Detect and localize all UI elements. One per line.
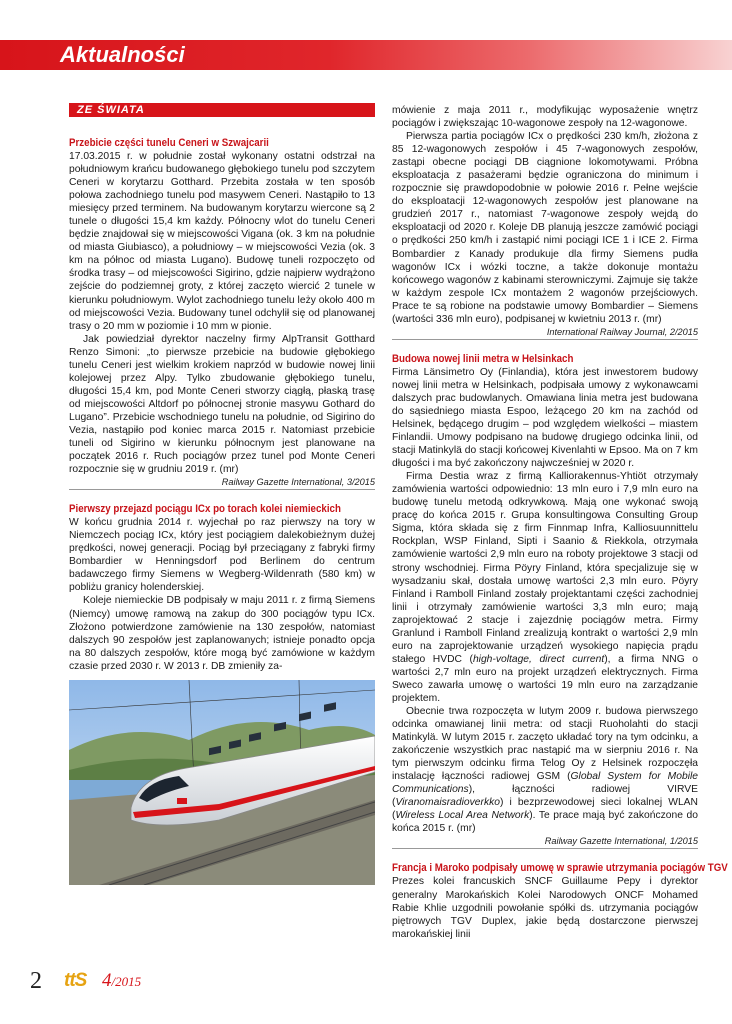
article-title-icx: Pierwszy przejazd pociągu ICx po torach kolei niemieckich bbox=[69, 503, 341, 516]
text-run: ), łączności radiowej VIRVE ( bbox=[392, 784, 698, 809]
issue-number bbox=[102, 970, 141, 992]
article-helsinki-paragraph-1: Firma Länsimetro Oy (Finlandia), która jest inwestorem budowy nowej linii metra w Helsinkach, podpisała umowy z wykonawcami dalszych prac budowlanych. Omawiana linia metra jest budowana do sąsiedniego miasta Espoo, leżącego 20 km na zachód od Helsinek, będącego drugim – pod względem wielkości – miastem Finlandii. Umowy podpisano na budowę drugiego odcinka linii, od stacji Matinkylä do stacji końcowej Kivenlahti w Epsoo. Ma on 7 km długości i ma być zakończony najwcześniej w 2020 r. bbox=[392, 366, 698, 470]
article-title-tgv: Francja i Maroko podpisały umowę w sprawie utrzymania pociągów TGV bbox=[392, 862, 728, 875]
text-run-italic: Global System for Mobile Communications bbox=[392, 771, 698, 796]
article-title-helsinki: Budowa nowej linii metra w Helsinkach bbox=[392, 352, 574, 365]
page-number: 2 bbox=[30, 968, 42, 994]
article-icx-paragraph-4: Pierwsza partia pociągów ICx o prędkości 230 km/h, złożona z 85 12-wagonowych zespołów i 45 7-wagonowych zespołów, zastąpi obecne pociągi DB ciągnione lokomotywami. Próbna eksploatacja z pasażerami będzie ograniczona do minimum i rozpocznie się prawdopodobnie w połowie 2016 r. Pełne wejście do eksploatacji 12-wagonowych zespołów jest planowane na grudzień 2017 r., natomiast 7-wagonowe zespoły wejdą do eksploatacji od 2020 r. Koleje DB planują jeszcze zamówić pociągi o prędkości 250 km/h i zastąpić nimi pociągi ICE 1 i ICE 2. Firma Bombardier z Kanady produkuje dla firmy Siemens pudła wagonów ICx i wózki toczne, a także dokonuje montażu końcowego wagonów z kabinami sterowniczymi. Zajmuje się także w każdym zespole ICx montażem 2 wagonów przejściowych. Prace te są robione na podstawie umowy Bombardier – Siemens (wartości 336 mln euro), podpisanej w kwietniu 2013 r. (mr) bbox=[392, 131, 698, 325]
article-icx-paragraph-2: Koleje niemieckie DB podpisały w maju 2011 r. z firmą Siemens (Niemcy) umowę ramową na zakup do 300 pociągów typu ICx. Złożono potwierdzone zamówienie na 130 zespołów, natomiast dalszych 90 zespołów jest zaplanowanych; istnieje ponadto opcja na 80 dalszych zespołów, które mogą być zamówione w każdym czasie przed 2030 r. W 2013 r. DB zmieniły za- bbox=[69, 595, 375, 672]
column-tag: ZE ŚWIATA bbox=[69, 103, 375, 117]
article-ceneri-source: Railway Gazette International, 3/2015 bbox=[69, 476, 375, 490]
issue-year: /2015 bbox=[111, 974, 142, 989]
left-column bbox=[69, 103, 375, 885]
train-photo bbox=[69, 680, 375, 885]
article-ceneri-paragraph-2: Jak powiedział dyrektor naczelny firmy AlpTransit Gotthard Renzo Simoni: „to pierwsze przebicie na budowie głębokiego tunelu Ceneri jest wielkim krokiem naprzód w budowie nowej linii kolejowej przez Alpy. Tylko zbudowanie głębokiego tunelu, długości 15,4 km, pod Monte Ceneri stworzy ciągłą, płaską trasę od miejscowości Altdorf po północnej stronie masywu Gothard do Lugano”. Przebicie wschodniego tunelu na południe, od Sigirino do Vezia, nastąpiło pod koniec marca 2015 r. Natomiast przebicie tuneli od Sigirino w kierunku północnym jest planowane na początek 2016 r. Ruch pociągów przez tunel pod Monte Ceneri rozpocznie się w grudniu 2019 r. (mr) bbox=[69, 333, 375, 476]
article-icx-paragraph-3: mówienie z maja 2011 r., modyfikując wyposażenie wnętrz pociągów i zwiększając 10-wagonowe zespoły na 12-wagonowe. bbox=[392, 105, 698, 130]
article-icx-paragraph-1: W końcu grudnia 2014 r. wyjechał po raz pierwszy na tory w Niemczech pociąg ICx, który jest pociągiem dalekobieżnym dużej prędkości, nowej generacji. Pociąg był przeciągany z fabryki firmy Bombardier w Henningsdorf pod Berlinem do centrum badawczego firmy Siemens w Wegberg-Wildenrath (580 km) w pobliżu granicy holenderskiej. bbox=[69, 517, 375, 594]
article-helsinki-source: Railway Gazette International, 1/2015 bbox=[392, 835, 698, 849]
text-run-italic: Wireless Local Area Network bbox=[395, 810, 530, 822]
text-run: Firma Destia wraz z firmą Kalliorakennus-Yhtiöt otrzymały zamówienia wartości odpowiednio: 13 mln euro i 7,9 mln euro na budowę tunelu metodą odkrywkową. Mają one wykonać swoją pracę do końca 2015 r. Grupa konsultingowa Consulting Group Sigma, która składa się z firm Finnmap Infra, Kalliosuunnittelu Rockplan, WSP Finland, Sipti i Saanio & Riekkola, otrzymała zamówienie wartości 2,9 mln euro na roboty projektowe 3 stacji od strony wschodniej. Firma Pöyry Finland, która specjalizuje się w wysadzaniu skał, dostała umowę wartości 2,3 mln euro. Pöyry Finland i Ramboll Finland zostały projektantami części zachodniej linii i otrzymały zamówienie wartości 3,3 mln euro; mają zaprojektować 2 stacje i zajezdnię pociągów metra. Firmy Granlund i Ramboll Finland zrealizują kontrakt o wartości 2,9 mln euro na zaprojektowanie urządzeń wysokiego napięcia prądu stałego HVDC ( bbox=[392, 471, 698, 665]
article-icx-source: International Railway Journal, 2/2015 bbox=[392, 326, 698, 340]
magazine-logo: ttS bbox=[64, 970, 87, 991]
text-run: ). Te prace mają być zakończone do końca 2015 r. (mr) bbox=[392, 810, 698, 835]
article-ceneri-paragraph-1: 17.03.2015 r. w południe został wykonany ostatni odstrzał na południowym krańcu budowanego głębokiego tunelu pod szczytem Ceneri w korytarzu Gotthard. Przebita została w ten sposób połowa zachodniego tunelu pod masywem Ceneri. Nastąpiło to 13 miesięcy przed terminem. Na budowanym korytarzu wiercone są 2 tunele o długości 15,4 km każdy. Północny wlot do tunelu Ceneri będzie znajdował się w miejscowości Vigana (ok. 3 km na południe od miasta Giubiasco), a południowy – w miejscowości Vezia (ok. 3 km na północ od miasta Lugano). Budowę tuneli rozpoczęto od środka trasy – od miejscowości Sigirino, gdzie najpierw wydrążono zejście do podziemnej groty, z której zaczęto wiercić 2 tunele w kierunku południowym. Wylot zachodniego tunelu leży około 400 m od miejscowości Vezia. Budowany tunel odchylił się od planowanej trasy o 20 mm w poziomie i 10 mm w pionie. bbox=[69, 151, 375, 332]
text-run: ), a firma NNG o wartości 2,7 mln euro na projekt urządzeń elektrycznych. Firma Sweco zawarła umowę o wartości 19 mln euro na zarządzanie projektem. bbox=[392, 653, 698, 704]
issue: 4 bbox=[102, 970, 112, 991]
article-helsinki-paragraph-3 bbox=[392, 705, 698, 835]
section-banner bbox=[0, 40, 732, 70]
right-column bbox=[392, 104, 728, 941]
article-title-ceneri: Przebicie części tunelu Ceneri w Szwajcarii bbox=[69, 137, 269, 149]
text-run: Obecnie trwa rozpoczęta w lutym 2009 r. budowa pierwszego odcinka omawianej linii metra: od stacji Ruoholahti do stacji Matinkylä. W lutym 2015 r. zaczęto układać tory na tym odcinku, a zakończenie wszystkich prac nastąpić ma w sierpniu 2016 r. Na tym pierwszym odcinku firma Telog Oy z Helsinek rozpoczęła instalację łączności radiowej GSM ( bbox=[392, 706, 698, 783]
text-run-italic: Viranomaisradioverkko bbox=[395, 797, 500, 809]
text-run-italic: high-voltage, direct current bbox=[472, 653, 605, 665]
section-title: Aktualności bbox=[60, 42, 185, 67]
article-helsinki-paragraph-2 bbox=[392, 470, 698, 705]
text-run: ) i bezprzewodowej sieci lokalnej WLAN ( bbox=[392, 797, 698, 822]
article-tgv-paragraph-1: Prezes kolei francuskich SNCF Guillaume Pepy i dyrektor generalny Marokańskich Kolei Narodowych ONCF Mohamed Rabie Khlie uzgodnili powołanie spółki ds. utrzymania pociągów piętrowych TGV Duplex, jakie będą dostarczone pierwszej marokańskiej linii bbox=[392, 876, 698, 940]
